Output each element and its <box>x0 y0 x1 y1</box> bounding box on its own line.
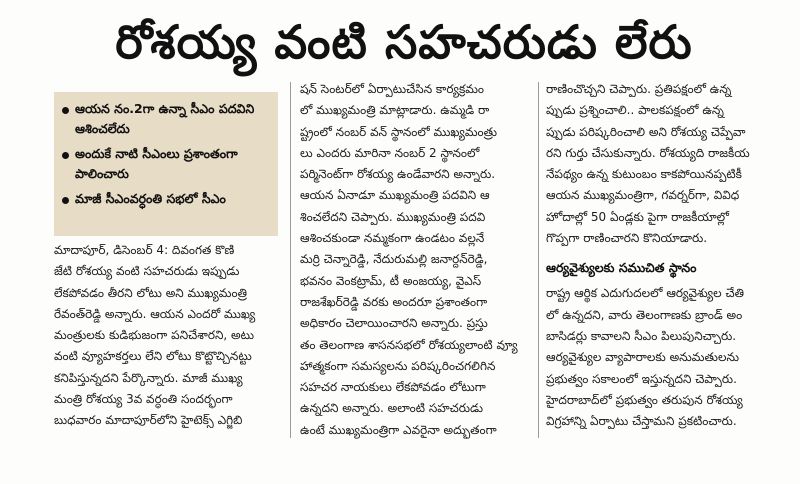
bullet-icon <box>62 197 69 204</box>
text-line: బుధవారం మాదాపూర్‌లోని హైటెక్స్ ఎగ్జిబి <box>54 413 243 428</box>
text-line: శించలేదని చెప్పారు. ముఖ్యమంత్రి పదవి <box>300 209 486 224</box>
column-divider <box>538 82 539 438</box>
text-line: లు ఎందరు మారినా నంబర్ 2 స్థానంలో <box>300 145 480 160</box>
text-line: రాష్ట్ర ఆర్థిక ఎదుగుదలలో ఆర్యవైశ్యుల చేతి <box>546 286 744 301</box>
article-column-1 <box>54 240 280 460</box>
headline: రోశయ్య వంటి సహచరుడు లేరు <box>115 15 693 69</box>
text-line: హాత్మకంగా సమస్యలను పరిష్కరించగలిగిన <box>300 358 496 373</box>
text-line: ప్పుడు పరిష్కరించాలి అని రోశయ్య చెప్పేవా <box>546 124 746 139</box>
highlight-text: అందుకే నాటి సీఎంలు ప్రశాంతంగా పాలించారు <box>75 146 238 181</box>
article-column-2 <box>300 79 532 439</box>
text-line: ఆయన ఏనాడూ ముఖ్యమంత్రి పదవిని ఆ <box>300 188 490 203</box>
text-line: లో ముఖ్యమంత్రి మాట్లాడారు. ఉమ్మడి రా <box>300 103 490 118</box>
text-line: షన్ సెంటర్‌లో ఏర్పాటుచేసిన కార్యక్రమం <box>300 82 484 96</box>
article-column-3 <box>546 79 782 449</box>
highlight-text: ఆయన నం.2గా ఉన్నా సీఎం పదవిని ఆశించలేదు <box>75 101 255 136</box>
bullet-icon <box>62 152 69 159</box>
text-line: భవనం వెంకట్రామ్, టీ అంజయ్య, వైఎస్ <box>300 273 482 288</box>
text-line: లేకపోవడం తీరని లోటు అని ముఖ్యమంత్రి <box>54 285 247 300</box>
text-line: ష్ట్రంలో నంబర్ వన్ స్థానంలో ముఖ్యమంత్రు <box>300 124 498 139</box>
highlight-item <box>60 99 272 139</box>
text-line: పర్మినెంట్‌గా రోశయ్య ఉండేవారని అన్నారు. <box>300 167 496 182</box>
text-line: ఉన్నదని అన్నారు. అలాంటి సహచరుడు <box>300 401 484 416</box>
text-line: ఉంటే ముఖ్యమంత్రిగా ఎవరైనా అద్భుతంగా <box>300 422 497 437</box>
text-line: గొప్పగా రాణించారని కొనియాడారు. <box>546 231 708 246</box>
highlights-box <box>54 92 278 236</box>
text-line: సహచర నాయకులు లేకపోవడం లోటుగా <box>300 380 486 395</box>
text-line: మంత్రి రోశయ్య 3వ వర్ధంతి సందర్భంగా <box>54 392 233 407</box>
text-line: కనిపిస్తున్నదని పేర్కొన్నారు. మాజీ ముఖ్య <box>54 370 243 385</box>
text-line: ఆయన ముఖ్యమంత్రిగా, గవర్నర్‌గా, వివిధ <box>546 188 740 203</box>
highlight-item <box>60 189 272 209</box>
text-line: నేపథ్యం ఉన్న కుటుంబం కాకపోయినప్పటికీ <box>546 167 742 182</box>
text-line: రాణించొచ్చని చెప్పారు. ప్రతిపక్షంలో ఉన్న <box>546 82 732 96</box>
bullet-icon <box>62 107 69 114</box>
text-line: జేటి రోశయ్య వంటి సహచరుడు ఇప్పుడు <box>54 264 240 279</box>
text-line: మంత్రులకు కుడిభుజంగా పనిచేశారని, అటు <box>54 328 255 343</box>
text-line: రాజశేఖర్‌రెడ్డి వరకు అందరూ ప్రశాంతంగా <box>300 294 488 309</box>
text-line: వంటి వ్యూహకర్తలు లేని లోటు కొట్టొచ్చినట్టు <box>54 349 252 364</box>
text-line: మాదాపూర్, డిసెంబర్ 4: దివంగత కొణి <box>54 243 235 257</box>
text-line: ఆర్యవైశ్యుల వ్యాపారాలకు అనుమతులను <box>546 350 740 365</box>
text-line: మర్రి చెన్నారెడ్డి, నేదురుమల్లి జనార్దన్‌రెడ్డి, <box>300 252 488 267</box>
text-line: ఆశించకుండా నమ్మకంగా ఉండటం వల్లనే <box>300 231 485 246</box>
text-line: తం తెలంగాణ శాసనసభలో రోశయ్యలాంటి వ్యూ <box>300 337 518 352</box>
text-line: హోదాల్లో 50 ఏండ్లకు పైగా రాజకీయాల్లో <box>546 209 730 224</box>
text-line: హైదరాబాద్‌లో ప్రభుత్వం తరుపున రోశయ్య <box>546 392 743 407</box>
highlight-text: మాజీ సీఎంవర్ధంతి సభలో సీఎం <box>75 191 226 206</box>
text-line: ప్రభుత్వం సకాలంలో ఇస్తున్నదని చెప్పారు. <box>546 371 737 386</box>
text-line: లో ఉన్నదని, వారు తెలంగాణకు బ్రాండ్ అం <box>546 307 743 322</box>
highlight-item <box>60 144 272 184</box>
text-line: బాసిడర్లు కావాలని సీఎం పిలుపునిచ్చారు. <box>546 328 737 343</box>
subheading: ఆర్యవైశ్యులకు సముచిత స్థానం <box>546 260 697 276</box>
text-line: ప్పుడు ప్రశ్నించాలి.. పాలకపక్షంలో ఉన్న <box>546 103 724 118</box>
text-line: విగ్రహాన్ని ఏర్పాటు చేస్తామని ప్రకటించారు. <box>546 414 737 429</box>
text-line: రని గుర్తు చేసుకున్నారు. రోశయ్యది రాజకీయ <box>546 145 750 160</box>
column-divider <box>290 82 291 438</box>
text-line: రేవంత్‌రెడ్డి అన్నారు. ఆయన ఎందరో ముఖ్య <box>54 306 256 321</box>
text-line: అధికారం చెలాయించారని అన్నారు. ప్రస్తు <box>300 316 488 331</box>
